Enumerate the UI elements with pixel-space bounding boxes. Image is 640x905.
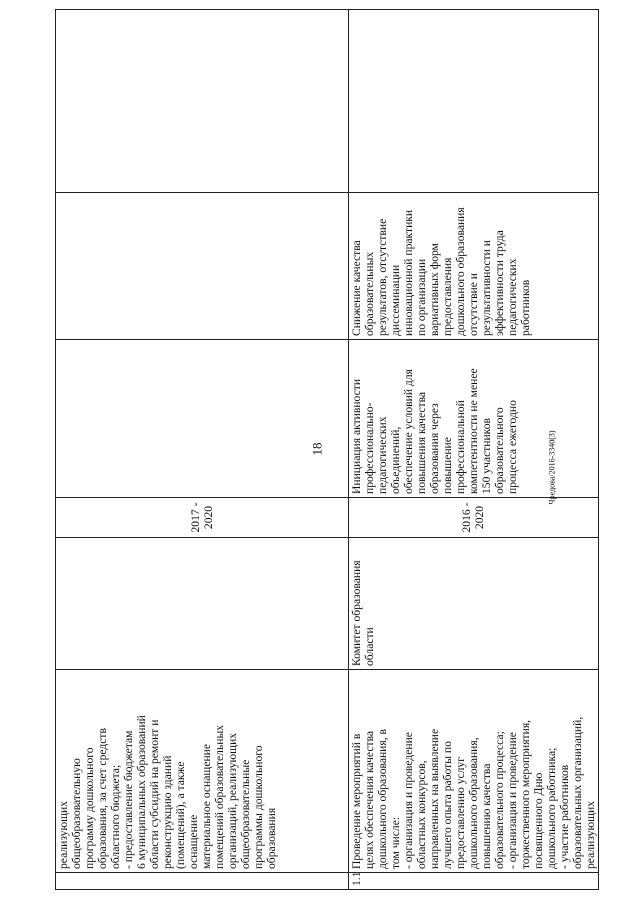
activity-line: образовательного процесса; [492,731,506,869]
result-line: обеспечение условий для [401,369,415,494]
cell-empty [349,10,599,193]
activity-line: образования, за счет средств [95,728,109,869]
cell-num [56,873,349,890]
table-row-continued [56,10,349,890]
activity-line: программы дошкольного [251,745,265,869]
activity-line: лучшего опыта работы по [440,741,454,869]
program-activities-table [55,9,599,890]
activity-line: помещений образовательных [212,724,226,869]
risk-line: вариативных форм [427,242,441,336]
result-line: Инициация активности [350,378,363,494]
result-line: процесса ежегодно [505,400,519,494]
cell-period: 2016 - 2020 [349,498,599,538]
risk-line: работников [518,279,532,336]
activity-line: образования [264,807,278,869]
activity-line: образовательных организаций, [570,716,584,869]
result-line: образования через [427,403,441,494]
document-code: Чредова/2016-3340(3) [547,430,557,505]
activity-line: торжественного мероприятия, [518,719,532,869]
cell-period: 2017 - 2020 [56,498,349,538]
cell-num: 1.1.5 [349,873,599,890]
result-line: профессиональной [453,400,467,494]
risk-line: диссеминации [388,264,402,336]
activity-line: реализующих [57,800,70,869]
result-line: повышения качества [414,391,428,494]
activity-line: областных конкурсов, [414,760,428,869]
risk-line: по организации [414,258,428,336]
cell-risks [349,193,599,340]
activity-line: - участие работников [557,764,571,869]
risk-line: результативности и [479,240,493,336]
result-line: объединений, [388,426,402,494]
activity-line: материальное оснащение [199,743,213,869]
activity-line: областного бюджета; [108,764,122,869]
activity-line: том числе: [388,816,402,869]
cell-executor [56,538,349,670]
risk-line: Снижение качества [350,240,363,336]
cell-risks [56,193,349,340]
activity-line: области субсидий на ремонт и [147,719,161,869]
activity-line: повышению качества [479,763,493,869]
activity-line: дошкольного образования, [466,737,480,869]
cell-empty [56,10,349,193]
activity-line: - организация и проведение [505,732,519,869]
activity-line: организаций, реализующих [225,732,239,869]
rotated-table-area [55,10,597,890]
result-line: образовательного [492,407,506,494]
landscape-page [55,10,597,890]
activity-line: - организация и проведение [401,732,415,869]
activity-line: целях обеспечения качества [362,730,376,869]
result-line: повышение [440,437,454,494]
activity-line: дошкольного образования, в [375,729,389,869]
risk-line: дошкольного образования [453,207,467,336]
activity-line: посвященного Дню [531,772,545,869]
page-number: 18 [309,442,325,456]
activity-line: Проведение мероприятий в [350,733,363,869]
activity-line: программу дошкольного [82,747,96,869]
cell-result [349,340,599,498]
cell-executor: Комитет образования области [349,538,599,670]
activity-line: общеобразовательную [69,758,83,869]
activity-line: оснащение [186,814,200,869]
cell-activity [56,670,349,873]
activity-line: предоставлению услуг [453,757,467,869]
risk-line: образовательных [362,251,376,336]
activity-line: общеобразовательные [238,759,252,869]
activity-line: - предоставление бюджетам [121,730,135,869]
risk-line: предоставления [440,257,454,336]
cell-result [56,340,349,498]
activity-line: 6 муниципальных образований [134,715,148,869]
result-line: педагогических [375,416,389,494]
table-row-1-1-5 [349,10,599,890]
risk-line: инновационной практики [401,209,415,336]
activity-line: (помещений), а также [173,761,187,869]
risk-line: педагогических [505,258,519,336]
risk-line: результатов, отсутствие [375,218,389,336]
risk-line: отсутствие и [466,273,480,336]
result-line: профессионально- [362,402,376,494]
result-line: 150 участников [479,418,493,494]
activity-line: направленных на выявление [427,728,441,869]
risk-line: эффективности труда [492,230,506,336]
cell-activity [349,670,599,873]
activity-line: реконструкцию зданий [160,755,174,869]
activity-line: дошкольного работника; [544,747,558,869]
result-line: компетентности не менее [466,368,480,494]
activity-line: реализующих [583,800,597,869]
